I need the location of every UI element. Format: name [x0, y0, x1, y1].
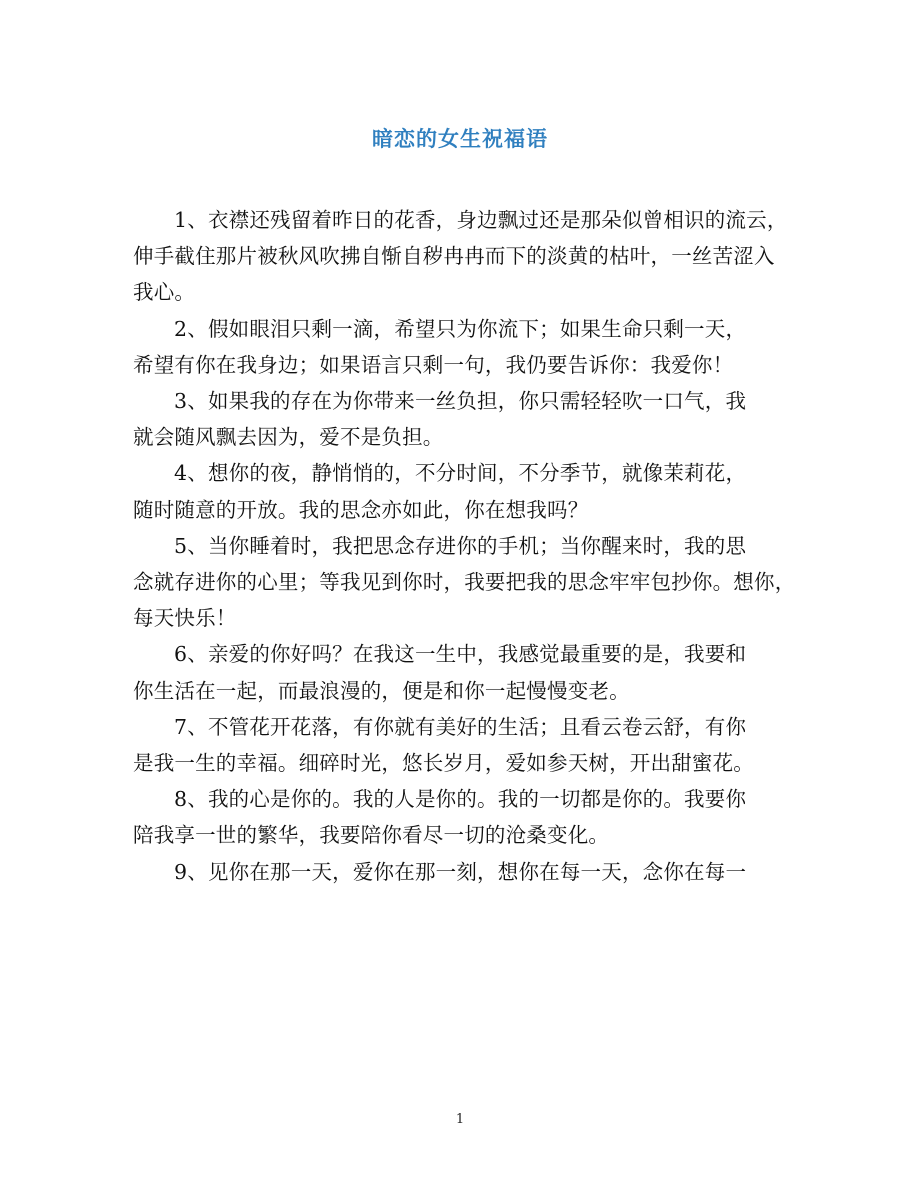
page-title: 暗恋的女生祝福语	[372, 126, 548, 151]
paragraph-7	[133, 709, 805, 781]
paragraph-line: 是我一生的幸福。细碎时光，悠长岁月，爱如参天树，开出甜蜜花。	[133, 751, 754, 776]
paragraph-4	[133, 455, 805, 527]
paragraph-line: 念就存进你的心里；等我见到你时，我要把我的思念牢牢包抄你。想你，	[133, 570, 796, 595]
paragraph-8	[133, 781, 805, 853]
paragraph-line: 陪我享一世的繁华，我要陪你看尽一切的沧桑变化。	[133, 823, 610, 848]
paragraph-line: 8、我的心是你的。我的人是你的。我的一切都是你的。我要你	[174, 787, 747, 812]
paragraph-9	[133, 854, 805, 890]
paragraph-line: 就会随风飘去因为，爱不是负担。	[133, 425, 444, 450]
paragraph-line: 随时随意的开放。我的思念亦如此，你在想我吗？	[133, 497, 589, 522]
paragraph-1	[133, 202, 805, 311]
paragraph-line: 每天快乐！	[133, 606, 237, 631]
paragraph-5	[133, 528, 805, 637]
paragraph-line: 5、当你睡着时，我把思念存进你的手机；当你醒来时，我的思	[174, 533, 747, 558]
paragraph-3	[133, 383, 805, 455]
page-number: 1	[455, 1112, 465, 1127]
paragraph-6	[133, 636, 805, 708]
paragraph-line: 伸手截住那片被秋风吹拂自惭自秽冉冉而下的淡黄的枯叶，一丝苦涩入	[133, 244, 775, 269]
paragraph-line: 3、如果我的存在为你带来一丝负担，你只需轻轻吹一口气，我	[174, 389, 747, 414]
paragraph-line: 2、假如眼泪只剩一滴，希望只为你流下；如果生命只剩一天，	[174, 316, 747, 341]
paragraph-line: 希望有你在我身边；如果语言只剩一句，我仍要告诉你：我爱你！	[133, 352, 734, 377]
paragraph-line: 9、见你在那一天，爱你在那一刻，想你在每一天，念你在每一	[174, 859, 747, 884]
paragraph-line: 1、衣襟还残留着昨日的花香，身边飘过还是那朵似曾相识的流云，	[174, 208, 788, 232]
paragraph-2	[133, 311, 805, 383]
paragraph-line: 你生活在一起，而最浪漫的，便是和你一起慢慢变老。	[133, 678, 630, 703]
paragraph-line: 7、不管花开花落，有你就有美好的生活；且看云卷云舒，有你	[174, 714, 747, 739]
document-body	[133, 202, 805, 890]
paragraph-line: 6、亲爱的你好吗？在我这一生中，我感觉最重要的是，我要和	[174, 642, 747, 667]
paragraph-line: 4、想你的夜，静悄悄的，不分时间，不分季节，就像茉莉花，	[174, 461, 747, 486]
paragraph-line: 我心。	[133, 280, 196, 305]
